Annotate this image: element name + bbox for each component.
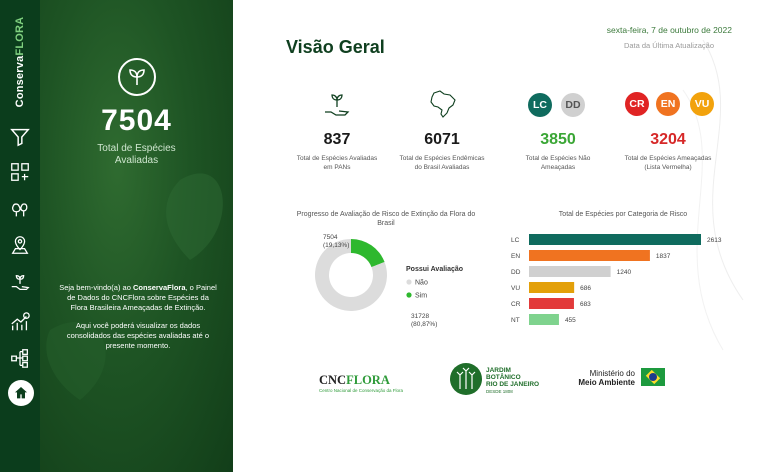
nav-rail — [0, 0, 40, 472]
kpi-value: 3850 — [540, 131, 576, 148]
donut-legend-title: Possui Avaliação — [406, 266, 464, 273]
hierarchy-icon[interactable] — [8, 346, 32, 370]
cnc-prefix: CNC — [319, 373, 347, 387]
badge-dd: DD — [561, 93, 585, 117]
bar-value-en: 1837 — [655, 253, 671, 260]
kpi-label: Total de Espécies Avaliadas em PANs — [296, 155, 378, 171]
cncflora-logo — [319, 373, 390, 388]
bar-value-nt: 455 — [564, 317, 576, 324]
kpi-value: 6071 — [424, 131, 460, 148]
hand-plant-icon — [322, 90, 352, 120]
bar-en — [529, 250, 650, 261]
trees-icon[interactable] — [8, 197, 32, 221]
bar-chart-title: Total de Espécies por Categoria de Risco — [558, 211, 688, 218]
total-species-label: Total de Espécies Avaliadas — [97, 143, 176, 166]
mma-line1: Ministério do — [589, 369, 635, 378]
kpi-not-threatened — [518, 131, 598, 172]
current-date: sexta-feira, 7 de outubro de 2022 — [606, 25, 732, 35]
brazil-map-icon — [426, 88, 460, 120]
badge-vu: VU — [690, 92, 714, 116]
leaves-logo-icon — [118, 58, 156, 96]
last-update-label: Data da Última Atualização — [623, 41, 714, 50]
legend-marker-nao — [406, 279, 411, 284]
bar-chart-check-icon[interactable] — [8, 310, 32, 334]
legend-marker-sim — [406, 292, 411, 297]
app-brand — [10, 12, 30, 112]
welcome-post: , o Painel de Dados do CNCFlora sobre Espécies da Flora Brasileira Ameaçadas de Extinção. — [67, 283, 217, 312]
dashboard-grid-icon[interactable] — [8, 160, 32, 184]
welcome-brand: ConservaFlora — [132, 283, 186, 292]
bar-category-cr: CR — [511, 301, 521, 308]
kpi-value: 837 — [323, 131, 351, 148]
brand-prefix: Conserva — [14, 55, 26, 108]
bar-dd — [529, 266, 611, 277]
brand-suffix: FLORA — [14, 16, 26, 56]
jardim-botanico-text — [486, 367, 539, 388]
kpi-threatened — [622, 131, 714, 172]
cncflora-subtitle: Centro Nacional de Conservação da Flora — [319, 388, 404, 393]
bar-category-en: EN — [511, 253, 521, 260]
donut-label-no-pct: (80,87%) — [411, 321, 438, 328]
donut-label-yes-pct: (19,13%) — [323, 242, 350, 249]
jardim-botanico-logo-icon — [450, 363, 482, 395]
legend-label-sim: Sim — [415, 292, 428, 300]
kpi-pan-species — [293, 131, 381, 172]
jardim-botanico-since: DESDE 1808 — [486, 389, 513, 394]
brazil-flag-icon — [641, 368, 665, 386]
total-species-value: 7504 — [101, 104, 172, 137]
bar-nt — [529, 314, 559, 325]
cnc-suffix: FLORA — [346, 373, 390, 387]
kpi-label: Total de Espécies Ameaçadas (Lista Vermelha) — [624, 155, 712, 171]
bar-cr — [529, 298, 574, 309]
kpi-value: 3204 — [650, 131, 686, 148]
bar-category-nt: NT — [511, 317, 520, 324]
summary-panel — [40, 0, 233, 472]
welcome-text — [58, 283, 218, 359]
badge-en: EN — [656, 92, 680, 116]
kpi-endemic-species — [396, 131, 488, 172]
bar-value-cr: 683 — [579, 301, 591, 308]
donut-label-yes-value: 7504 — [323, 234, 338, 241]
donut-slice-sim — [351, 239, 385, 267]
jb-line3: RIO DE JANEIRO — [486, 381, 540, 388]
jb-line2: BOTÂNICO — [486, 374, 521, 381]
legend-label-nao: Não — [415, 279, 428, 287]
bar-value-lc: 2613 — [707, 237, 722, 244]
main-content — [233, 0, 768, 472]
bar-category-vu: VU — [511, 285, 521, 292]
home-icon[interactable] — [8, 380, 34, 406]
bar-lc — [529, 234, 701, 245]
mma-line2: Meio Ambiente — [578, 378, 635, 387]
brand-text — [14, 17, 26, 108]
filter-icon[interactable] — [8, 125, 32, 149]
page-title: Visão Geral — [286, 37, 385, 57]
flag-globe — [649, 373, 657, 381]
donut-chart[interactable] — [293, 225, 483, 335]
bar-category-lc: LC — [511, 237, 520, 244]
partner-logos — [233, 360, 768, 400]
bar-vu — [529, 282, 574, 293]
badge-lc: LC — [528, 93, 552, 117]
donut-label-no-value: 31728 — [411, 313, 430, 320]
welcome-pre: Seja bem-vindo(a) ao — [59, 283, 133, 292]
badge-cr: CR — [625, 92, 649, 116]
bar-value-vu: 686 — [580, 285, 592, 292]
donut-title: Progresso de Avaliação de Risco de Extinção da Flora do Brasil — [296, 211, 476, 227]
map-pin-icon[interactable] — [8, 233, 32, 257]
kpi-label: Total de Espécies Não Ameaçadas — [525, 155, 591, 171]
welcome-paragraph-2: Aqui você poderá visualizar os dados consolidados das espécies avaliadas até o presente momento. — [66, 321, 210, 350]
jb-line1: JARDIM — [486, 367, 511, 374]
hand-plant-icon[interactable] — [8, 271, 32, 295]
kpi-label: Total de Espécies Endêmicas do Brasil Avaliadas — [399, 155, 485, 171]
bar-category-dd: DD — [511, 269, 521, 276]
risk-category-bar-chart[interactable] — [503, 225, 743, 335]
bar-value-dd: 1240 — [616, 269, 632, 276]
ministry-logo-text — [576, 369, 635, 387]
welcome-paragraph-1 — [58, 283, 218, 313]
